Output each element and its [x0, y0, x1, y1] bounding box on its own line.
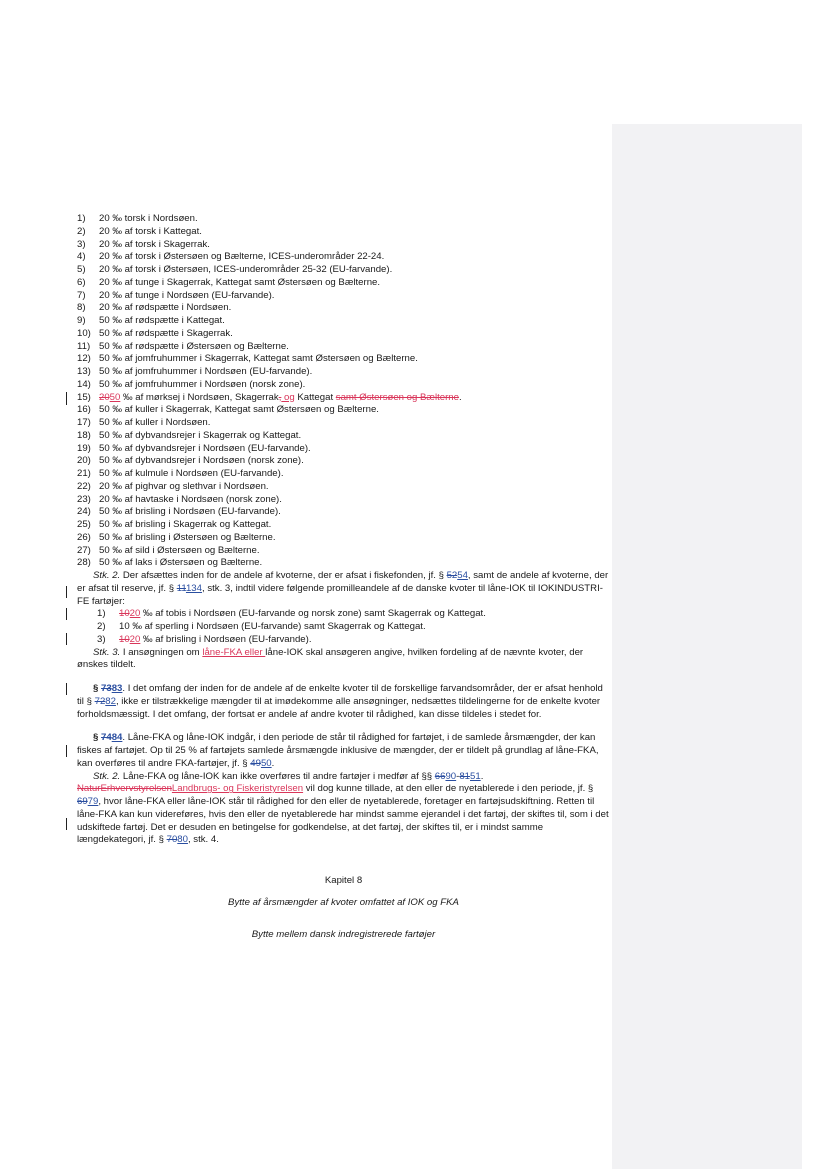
stk3-paragraph: Stk. 3. I ansøgningen om låne-FKA eller låne-IOK skal ansøgeren angive, hvilken fordeling af de nævnte kvoter, der ønskes tildelt.	[77, 646, 584, 671]
list-item: 25) 50 ‰ af brisling i Skagerrak og Kattegat.	[77, 519, 272, 530]
change-bar	[66, 586, 67, 598]
list-item: 7) 20 ‰ af tunge i Nordsøen (EU-farvande).	[77, 289, 275, 301]
list-item: 8) 20 ‰ af rødspætte i Nordsøen.	[77, 302, 232, 314]
list-item: 18) 50 ‰ af dybvandsrejer i Skagerrak og Kattegat.	[77, 429, 302, 441]
list-item: 3) 20 ‰ af torsk i Skagerrak.	[77, 238, 210, 250]
list-item: 20) 50 ‰ af dybvandsrejer i Nordsøen (norsk zone).	[77, 455, 304, 467]
list-item: 6) 20 ‰ af tunge i Skagerrak, Kattegat samt Østersøen og Bælterne.	[77, 276, 381, 288]
list-item: 13) 50 ‰ af jomfruhummer i Nordsøen (EU-farvande).	[77, 366, 313, 377]
list-item: 17) 50 ‰ af kuller i Nordsøen.	[77, 417, 211, 428]
list-item: 5) 20 ‰ af torsk i Østersøen, ICES-underområder 25-32 (EU-farvande).	[77, 264, 393, 275]
quota-list-top	[77, 213, 610, 392]
chapter-subtitle: Bytte af årsmængder af kvoter omfattet af IOK og FKA	[228, 896, 459, 908]
quota-list-mid	[77, 404, 610, 570]
list-item: 14) 50 ‰ af jomfruhummer i Nordsøen (norsk zone).	[77, 378, 306, 390]
paragraph-83: § 7383. I det omfang der inden for de andele af de enkelte kvoter til de forskellige farvandsområder, der er afsat henhold til § 7282, ikke er tilstrækkelige mængder til at imødekomme alle ansøgninger, nedsættes tildelingerne for de enkelte kvoter forholdsmæssigt. I det omfang, der fortsat er andele af andre kvoter til rådighed, kan disse tildeles i stedet for.	[77, 683, 603, 720]
list-item: 9) 50 ‰ af rødspætte i Kattegat.	[77, 315, 225, 326]
list-item: 16) 50 ‰ af kuller i Skagerrak, Kattegat samt Østersøen og Bælterne.	[77, 404, 379, 416]
list-item: 21) 50 ‰ af kulmule i Nordsøen (EU-farvande).	[77, 468, 284, 479]
stk2-paragraph: Stk. 2. Der afsættes inden for de andele af kvoterne, der er afsat i fiskefonden, jf. § 5254, samt de andele af kvoterne, der er afsat til reserve, jf. § 11134, stk. 3, indtil videre følgende promilleandele af de danske kvoter til låne-IOK til IOKINDUSTRI-FE fartøjer:	[77, 570, 609, 607]
list-item: 23) 20 ‰ af havtaske i Nordsøen (norsk zone).	[77, 493, 282, 505]
list-item: 19) 50 ‰ af dybvandsrejer i Nordsøen (EU-farvande).	[77, 442, 311, 454]
chapter-title: Kapitel 8	[324, 875, 363, 886]
list-item: 11) 50 ‰ af rødspætte i Østersøen og Bælterne.	[77, 340, 289, 352]
list-item: 27) 50 ‰ af sild i Østersøen og Bælterne.	[77, 544, 260, 556]
document-body	[77, 213, 610, 941]
section-heading: Bytte mellem dansk indregistrerede fartøjer	[251, 928, 436, 940]
list-item: 1) 1020 ‰ af tobis i Nordsøen (EU-farvande og norsk zone) samt Skagerrak og Kattegat.	[97, 608, 486, 620]
list-item: 22) 20 ‰ af pighvar og slethvar i Nordsøen.	[77, 480, 269, 492]
change-bar	[66, 608, 67, 620]
list-item-15: 15) 2050 ‰ af mørksej i Nordsøen, Skagerrak, og Kattegat samt Østersøen og Bælterne.	[77, 391, 462, 403]
list-item: 12) 50 ‰ af jomfruhummer i Skagerrak, Kattegat samt Østersøen og Bælterne.	[77, 353, 418, 365]
comment-margin	[612, 124, 802, 1169]
change-bar	[66, 745, 67, 757]
list-item: 10) 50 ‰ af rødspætte i Skagerrak.	[77, 327, 233, 339]
list-item: 1) 20 ‰ torsk i Nordsøen.	[77, 213, 198, 224]
list-item: 4) 20 ‰ af torsk i Østersøen og Bælterne, ICES-underområder 22-24.	[77, 251, 385, 263]
change-bar	[66, 633, 67, 645]
paragraph-84-stk2: Stk. 2. Låne-FKA og låne-IOK kan ikke overføres til andre fartøjer i medfør af §§ 6690-8151. NaturErhvervstyrelsenLandbrugs- og Fiskeristyrelsen vil dog kunne tillade, at den eller de nyetablerede i den periode, jf. § 6979, hvor låne-FKA eller låne-IOK står til rådighed for den eller de nyetablerede, foretager en fartøjsudskiftning. Retten til låne-FKA kan kun videreføres, hvis den eller de nyetablerede har mindst samme ejerandel i det fartøj, der skiftes til, som i det udskiftede fartøj. Det er desuden en betingelse for godkendelse, at det fartøj, der skiftes til, er i mindst samme længdekategori, jf. § 7080, stk. 4.	[77, 770, 609, 846]
change-bar	[66, 392, 67, 405]
change-bar	[66, 683, 67, 695]
list-item: 2) 10 ‰ af sperling i Nordsøen (EU-farvande) samt Skagerrak og Kattegat.	[97, 621, 426, 632]
list-item: 28) 50 ‰ af laks i Østersøen og Bælterne.	[77, 557, 263, 569]
list-item: 24) 50 ‰ af brisling i Nordsøen (EU-farvande).	[77, 506, 281, 518]
change-bar	[66, 818, 67, 830]
paragraph-84: § 7484. Låne-FKA og låne-IOK indgår, i den periode de står til rådighed for fartøjet, i de samlede årsmængder, der kan fiskes af fartøjet. Op til 25 % af fartøjets samlede årsmængde inklusive de mængder, der er tildelt på grundlag af låne-FKA, kan overføres til andre FKA-fartøjer, jf. § 4950.	[77, 732, 599, 769]
quota-list-stk2	[77, 608, 610, 646]
list-item: 3) 1020 ‰ af brisling i Nordsøen (EU-farvande).	[97, 633, 312, 645]
list-item: 26) 50 ‰ af brisling i Østersøen og Bælterne.	[77, 531, 276, 543]
list-item: 2) 20 ‰ af torsk i Kattegat.	[77, 225, 202, 237]
